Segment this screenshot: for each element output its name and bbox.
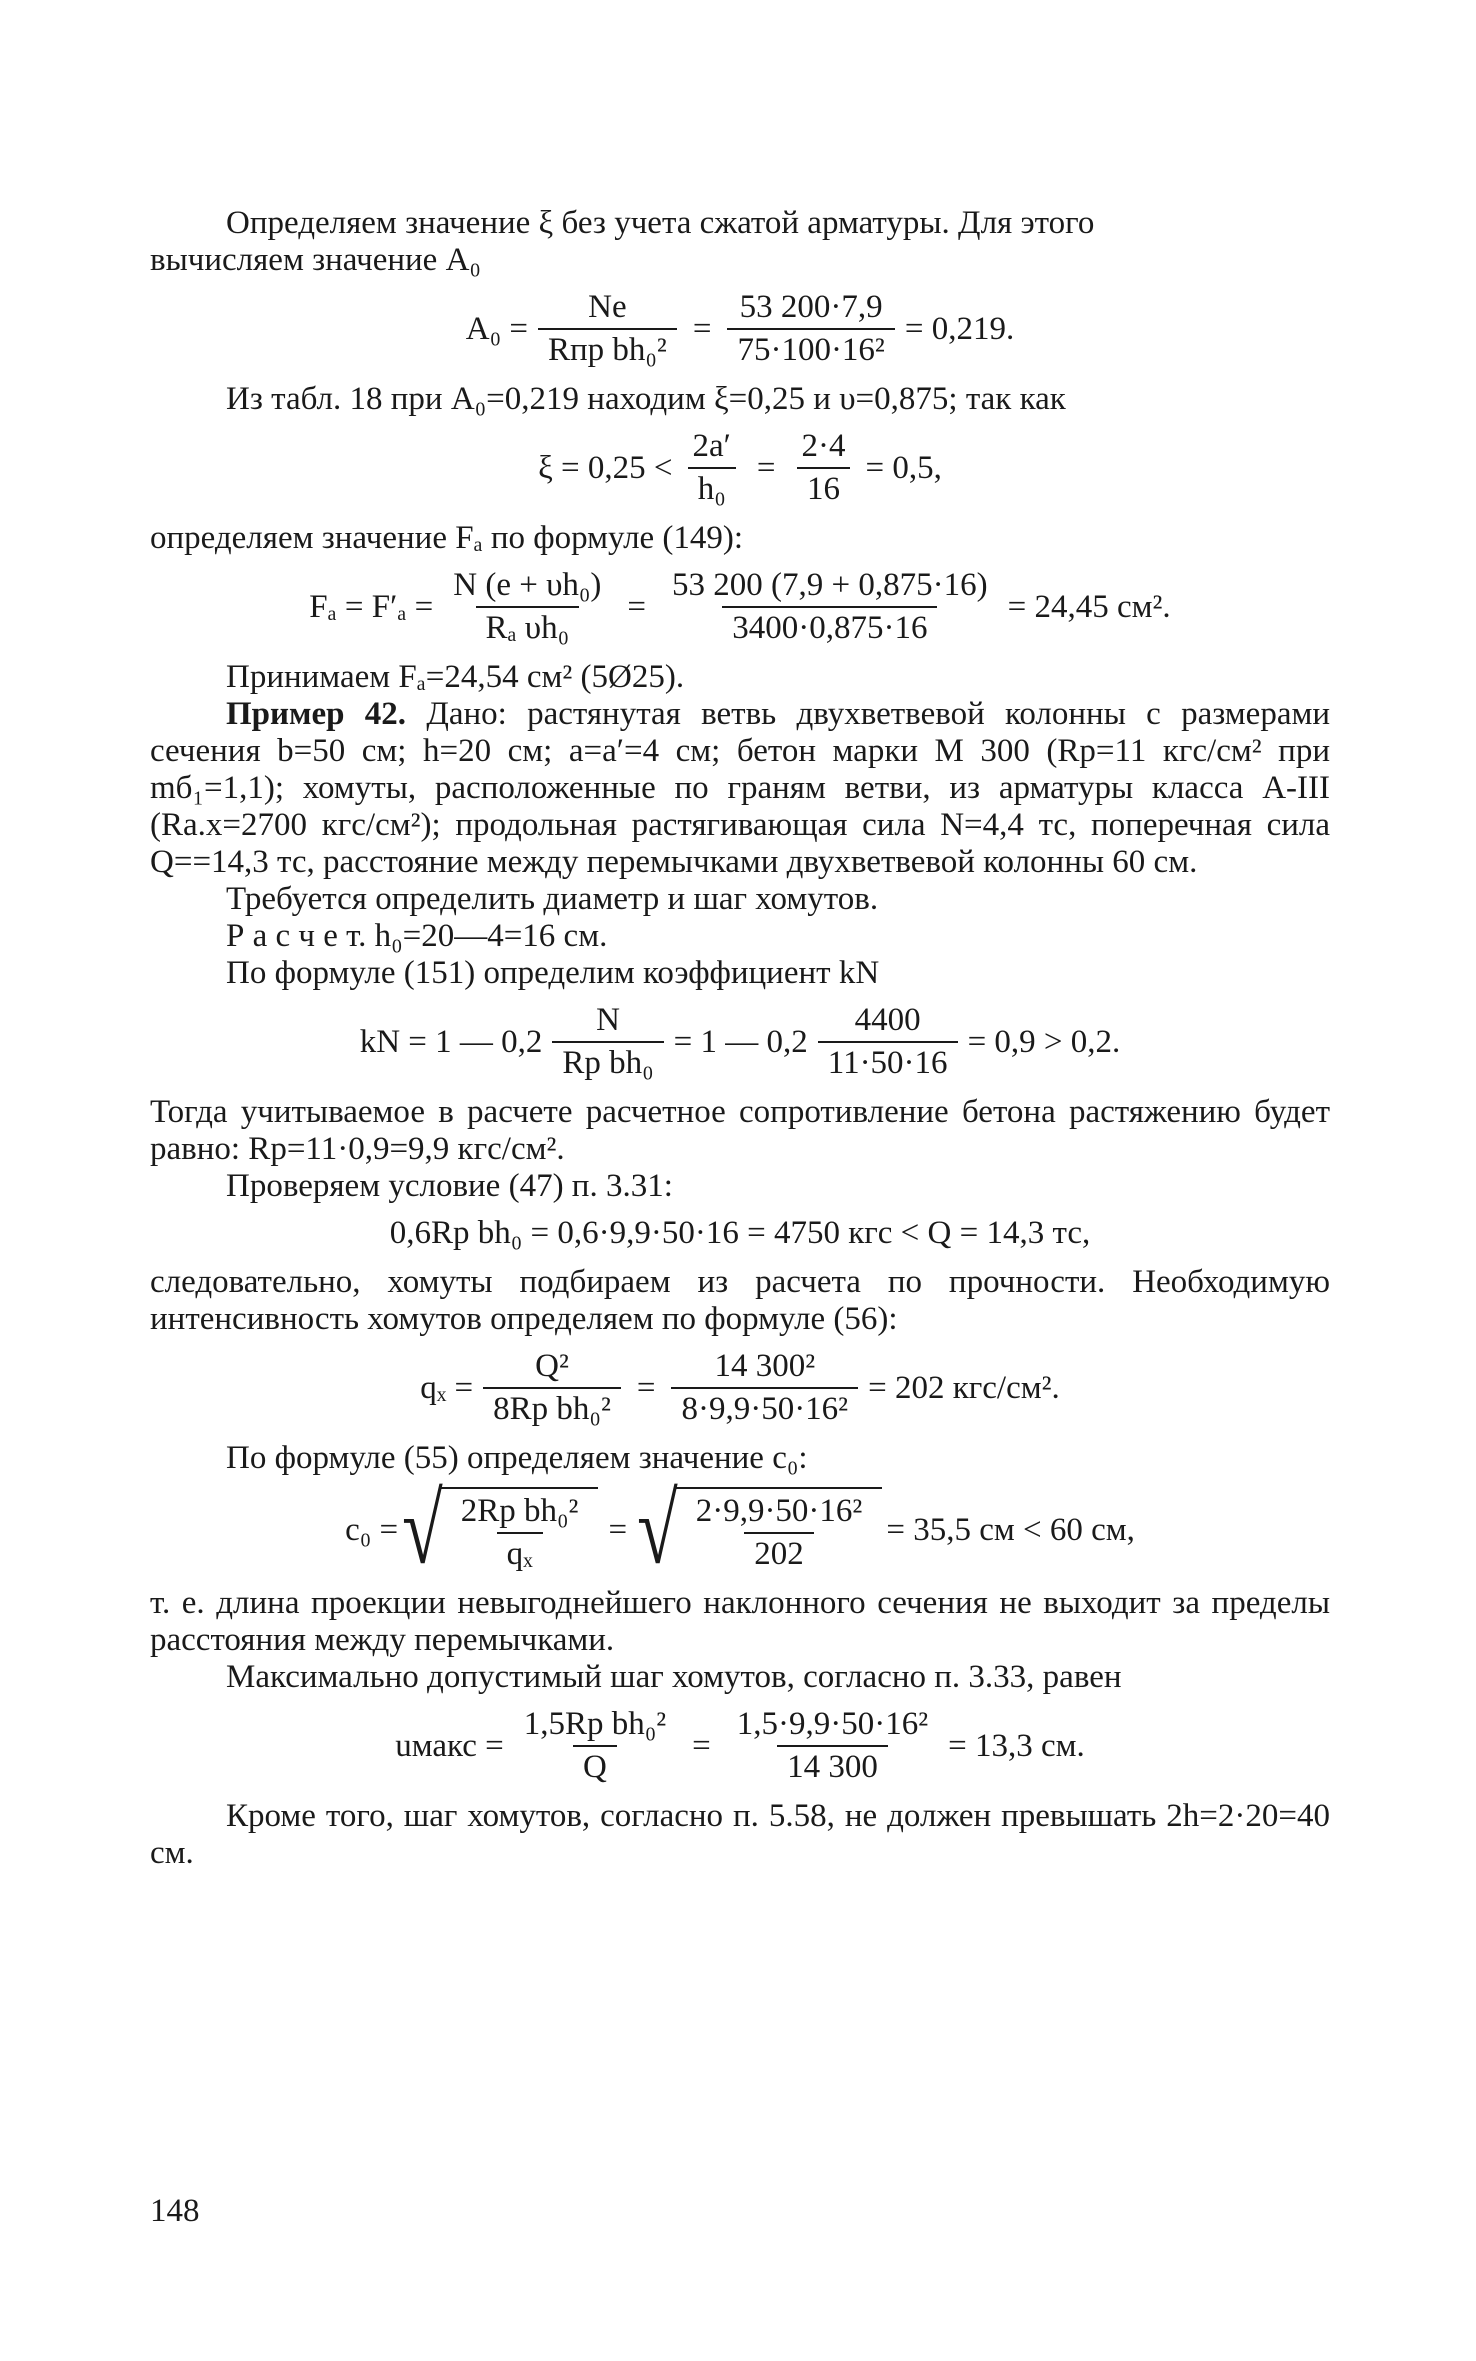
paragraph: Р а с ч е т. h₀=20—4=16 см. [226,918,608,954]
paragraph: Определяем значение ξ без учета сжатой арматуры. Для этого [226,205,1095,241]
paragraph: Пример 42. Дано: растянутая ветвь двухветвевой колонны с размерами сечения b=50 см; h=20 см; a=a′=4 см; бетон марки М 300 (Rр=11 кгс/см² при mб₁=1,1); хомуты, расположенные по граням ветви, из арматуры класса А-III (Rа.х=2700 кгс/см²); продольная растягивающая сила N=4,4 тс, поперечная сила Q==14,3 тс, расстояние между перемычками двухветвевой колонны 60 см. [150,696,1331,880]
page-number: 148 [150,2193,200,2229]
paragraph: определяем значение Fₐ по формуле (149): [150,520,744,556]
sqrt-symbol: √ [402,1474,443,1586]
equation-kn: kN = 1 — 0,2 $\frac{N}{\text{Rр bh₀}}$ = 1 — 0,2 $\frac{4400}{11\cdot 50\cdot 16}$ = 0,9 > 0,2. [359,1002,1121,1081]
paragraph: По формуле (55) определяем значение c₀: [226,1440,808,1476]
equation-qx: qₓ = $\frac{\text{Q²}}{\text{8Rр bh₀²}}$ = $\frac{\text{14 300²}}{\text{8·9,9·50·16²}}$ = 202 кгс/см². [420,1348,1060,1427]
equation-c0: c₀ = √ $\frac{\text{2Rр bh₀²}}{\text{qₓ}}$ = √ $\frac{\text{2·9,9·50·16²}}{202}$ = 35,5 см < 60 см, [345,1474,1135,1586]
paragraph: вычисляем значение A₀ [150,242,481,278]
paragraph: Максимально допустимый шаг хомутов, согласно п. 3.33, равен [226,1659,1122,1695]
sqrt-symbol: √ [637,1474,678,1586]
paragraph: Кроме того, шаг хомутов, согласно п. 5.58, не должен превышать 2h=2·20=40 см. [150,1798,1330,1871]
paragraph: следовательно, хомуты подбираем из расчета по прочности. Необходимую интенсивность хомутов определяем по формуле (56): [150,1264,1330,1337]
equation-umax: uмакс = $\frac{\text{1,5Rр bh₀²}}{Q}$ = $\frac{\text{1,5·9,9·50·16²}}{14 300}$ = 13,3 см. [395,1706,1085,1785]
paragraph: По формуле (151) определим коэффициент kN [226,955,880,991]
equation-check: 0,6Rр bh₀ = 0,6·9,9·50·16 = 4750 кгс < Q = 14,3 тс, [389,1215,1091,1251]
example-label: Пример 42. [226,696,407,732]
page-content [150,205,1330,1872]
equation-fa: Fₐ = F′ₐ = $\frac{\text{N (e + υh₀)}}{\text{Rₐ υh₀}}$ = $\frac{53 200 (7,9 + 0,875\cdot 16)}{3400\cdot 0,875\cdot 16}$ = 24,45 см². [309,567,1171,646]
paragraph: т. е. длина проекции невыгоднейшего наклонного сечения не выходит за пределы расстояния между перемычками. [150,1585,1330,1658]
equation-a0: A₀ = $\frac{Ne}{\text{Rпр bh₀²}}$ = $\frac{53 200\cdot 7,9}{\text{75·100·16²}}$ = 0,219. [465,289,1015,368]
paragraph: Принимаем Fₐ=24,54 см² (5Ø25). [226,659,685,695]
paragraph: Проверяем условие (47) п. 3.31: [226,1168,673,1204]
paragraph: Тогда учитываемое в расчете расчетное сопротивление бетона растяжению будет равно: Rр=11·0,9=9,9 кгс/см². [150,1094,1330,1167]
equation-xi: ξ = 0,25 < $\frac{2a'}{\text{h₀}}$ = $\frac{2\cdot 4}{16}$ = 0,5, [538,428,942,507]
paragraph: Из табл. 18 при A₀=0,219 находим ξ=0,25 и υ=0,875; так как [226,381,1066,417]
paragraph: Требуется определить диаметр и шаг хомутов. [226,881,879,917]
